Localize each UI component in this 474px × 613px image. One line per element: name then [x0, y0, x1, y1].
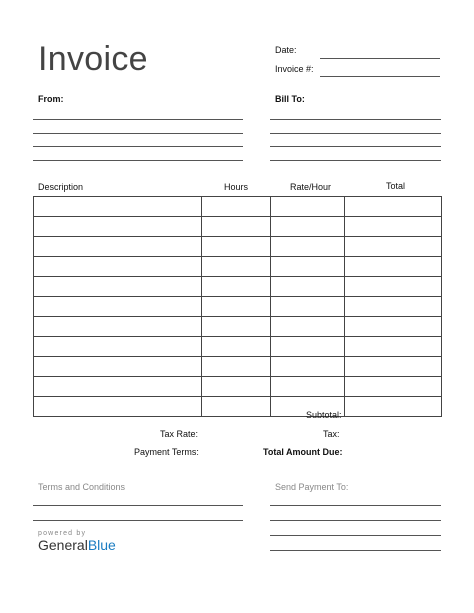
- from-line[interactable]: [33, 119, 243, 120]
- cell-description[interactable]: [34, 257, 202, 277]
- cell-hours[interactable]: [202, 257, 271, 277]
- cell-hours[interactable]: [202, 357, 271, 377]
- total-due-label: Total Amount Due:: [263, 447, 343, 457]
- cell-hours[interactable]: [202, 397, 271, 417]
- invoice-number-line[interactable]: [320, 76, 440, 77]
- table-row: [34, 257, 442, 277]
- from-line[interactable]: [33, 146, 243, 147]
- send-payment-line[interactable]: [270, 505, 441, 506]
- cell-hours[interactable]: [202, 317, 271, 337]
- cell-total[interactable]: [345, 257, 442, 277]
- cell-rate[interactable]: [271, 337, 345, 357]
- terms-label: Terms and Conditions: [38, 482, 126, 492]
- subtotal-label: Subtotal:: [306, 410, 342, 420]
- cell-hours[interactable]: [202, 197, 271, 217]
- date-line[interactable]: [320, 58, 440, 59]
- table-row: [34, 197, 442, 217]
- from-line[interactable]: [33, 133, 243, 134]
- from-label: From:: [38, 94, 64, 104]
- cell-total[interactable]: [345, 237, 442, 257]
- powered-by-text: powered by: [38, 530, 87, 537]
- table-row: [34, 217, 442, 237]
- brand-name-general: General: [38, 537, 88, 553]
- cell-rate[interactable]: [271, 257, 345, 277]
- send-payment-label: Send Payment To:: [275, 482, 349, 492]
- table-row: [34, 297, 442, 317]
- bill-to-line[interactable]: [270, 119, 441, 120]
- cell-description[interactable]: [34, 397, 202, 417]
- header-hours: Hours: [224, 182, 249, 192]
- cell-description[interactable]: [34, 337, 202, 357]
- bill-to-line[interactable]: [270, 133, 441, 134]
- cell-total[interactable]: [345, 297, 442, 317]
- cell-description[interactable]: [34, 277, 202, 297]
- table-row: [34, 337, 442, 357]
- invoice-number-label: Invoice #:: [275, 64, 314, 74]
- cell-hours[interactable]: [202, 237, 271, 257]
- brand-logo: [38, 530, 116, 553]
- cell-description[interactable]: [34, 217, 202, 237]
- cell-rate[interactable]: [271, 317, 345, 337]
- cell-description[interactable]: [34, 377, 202, 397]
- cell-hours[interactable]: [202, 297, 271, 317]
- table-row: [34, 377, 442, 397]
- header-total: Total: [386, 181, 406, 191]
- cell-description[interactable]: [34, 357, 202, 377]
- cell-total[interactable]: [345, 337, 442, 357]
- cell-hours[interactable]: [202, 277, 271, 297]
- cell-total[interactable]: [345, 357, 442, 377]
- tax-label: Tax:: [323, 429, 340, 439]
- cell-rate[interactable]: [271, 377, 345, 397]
- cell-total[interactable]: [345, 397, 442, 417]
- cell-description[interactable]: [34, 297, 202, 317]
- brand-name: [38, 537, 116, 553]
- cell-rate[interactable]: [271, 237, 345, 257]
- brand-name-blue: Blue: [87, 537, 116, 553]
- bill-to-line[interactable]: [270, 146, 441, 147]
- send-payment-line[interactable]: [270, 550, 441, 551]
- invoice-title: Invoice: [38, 40, 148, 78]
- send-payment-line[interactable]: [270, 535, 441, 536]
- cell-rate[interactable]: [271, 357, 345, 377]
- from-line[interactable]: [33, 160, 243, 161]
- cell-total[interactable]: [345, 377, 442, 397]
- bill-to-line[interactable]: [270, 160, 441, 161]
- cell-hours[interactable]: [202, 217, 271, 237]
- payment-terms-label: Payment Terms:: [134, 447, 199, 457]
- send-payment-line[interactable]: [270, 520, 441, 521]
- table-row: [34, 397, 442, 417]
- cell-total[interactable]: [345, 317, 442, 337]
- cell-total[interactable]: [345, 197, 442, 217]
- header-rate: Rate/Hour: [290, 182, 332, 192]
- cell-rate[interactable]: [271, 277, 345, 297]
- table-row: [34, 237, 442, 257]
- date-label: Date:: [275, 45, 297, 55]
- cell-hours[interactable]: [202, 377, 271, 397]
- cell-description[interactable]: [34, 317, 202, 337]
- cell-total[interactable]: [345, 277, 442, 297]
- cell-total[interactable]: [345, 217, 442, 237]
- table-row: [34, 317, 442, 337]
- tax-rate-label: Tax Rate:: [160, 429, 199, 439]
- cell-hours[interactable]: [202, 337, 271, 357]
- table-row: [34, 277, 442, 297]
- cell-rate[interactable]: [271, 297, 345, 317]
- cell-description[interactable]: [34, 197, 202, 217]
- terms-line[interactable]: [33, 505, 243, 506]
- cell-description[interactable]: [34, 237, 202, 257]
- cell-rate[interactable]: [271, 197, 345, 217]
- terms-line[interactable]: [33, 520, 243, 521]
- cell-rate[interactable]: [271, 217, 345, 237]
- line-items-table: [33, 196, 442, 417]
- header-description: Description: [38, 182, 84, 192]
- table-row: [34, 357, 442, 377]
- bill-to-label: Bill To:: [275, 94, 305, 104]
